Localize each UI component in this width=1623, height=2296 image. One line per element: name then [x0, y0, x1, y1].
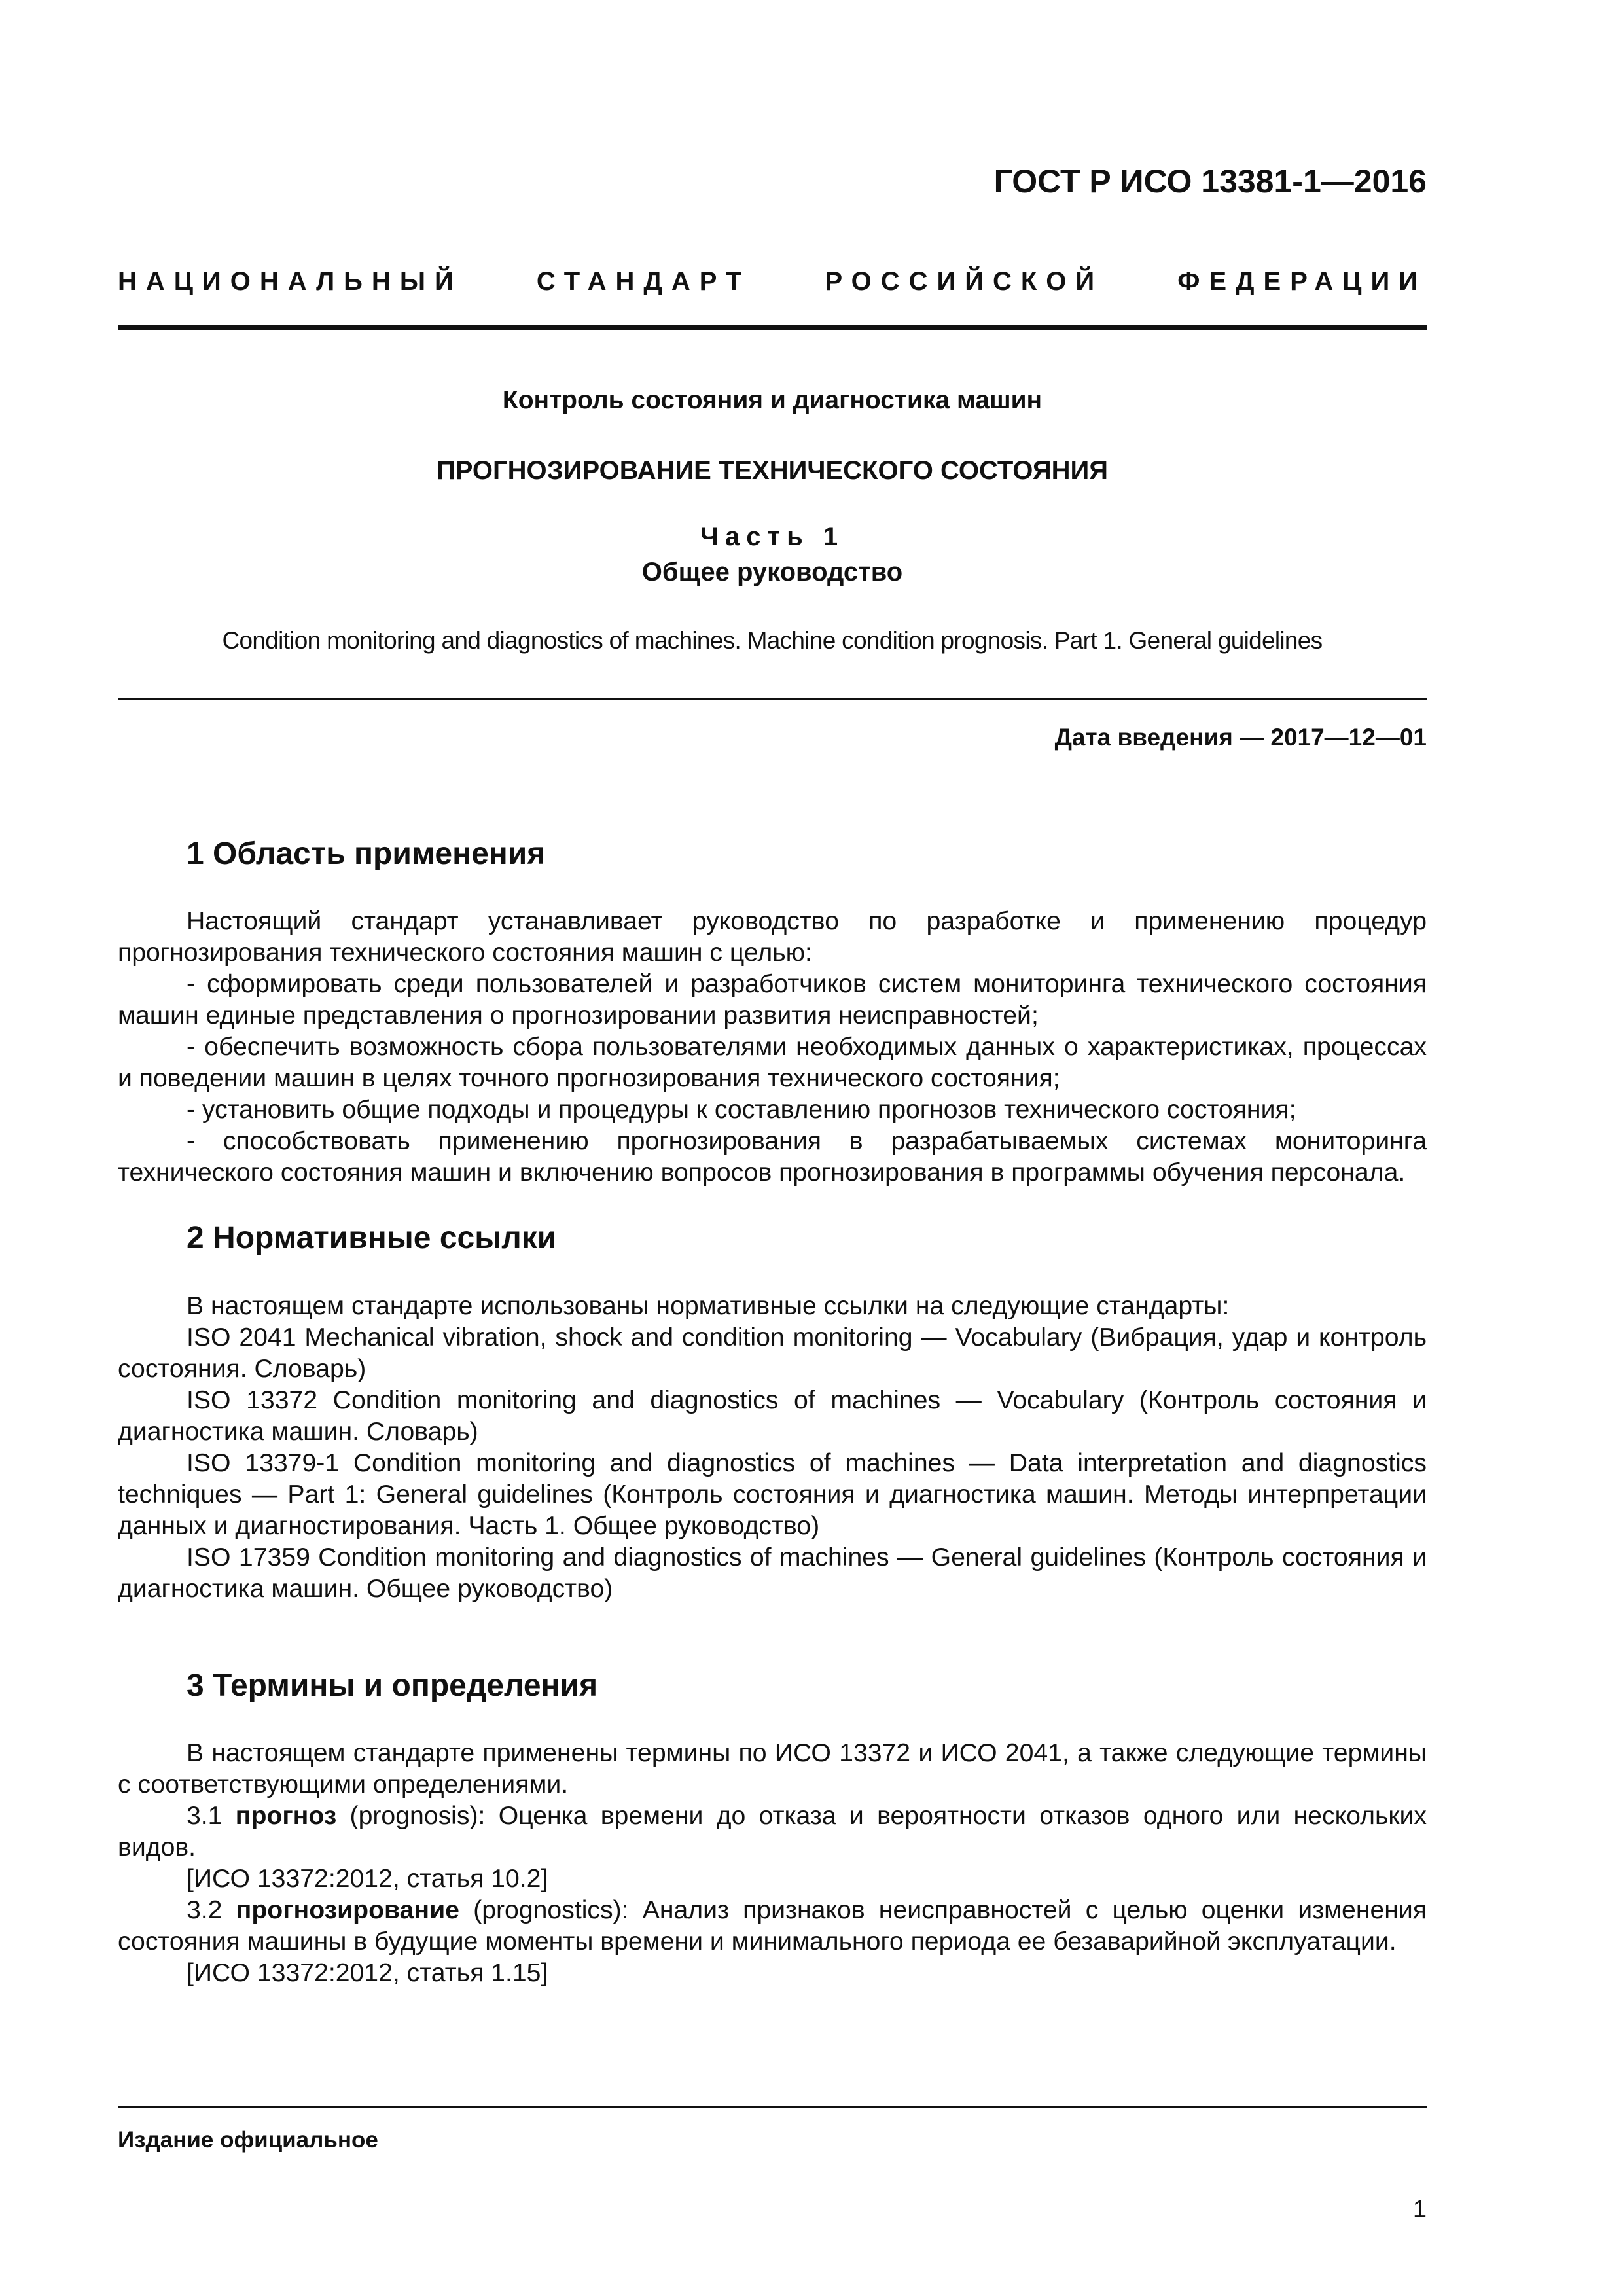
section-2-body	[118, 1291, 1427, 1605]
term-number: 3.1	[187, 1802, 223, 1830]
introduction-date: Дата введения — 2017—12—01	[1054, 724, 1427, 751]
reference-item: ISO 2041 Mechanical vibration, shock and condition monitoring — Vocabulary (Вибрация, удар и контроль состояния. Словарь)	[118, 1323, 1427, 1383]
list-item: - установить общие подходы и процедуры к составлению прогнозов технического состояния;	[187, 1096, 1296, 1124]
list-item: - сформировать среди пользователей и разработчиков систем мониторинга технического состояния машин единые представления о прогнозировании развития неисправностей;	[118, 970, 1427, 1030]
national-standard-heading: НАЦИОНАЛЬНЫЙ СТАНДАРТ РОССИЙСКОЙ ФЕДЕРАЦИИ	[118, 267, 1427, 296]
paragraph: В настоящем стандарте использованы нормативные ссылки на следующие стандарты:	[187, 1292, 1230, 1320]
list-item: - обеспечить возможность сбора пользователями необходимых данных о характеристиках, процессах и поведении машин в целях точного прогнозирования технического состояния;	[118, 1033, 1427, 1092]
term-source: [ИСО 13372:2012, статья 1.15]	[187, 1959, 548, 1987]
standard-topic: Контроль состояния и диагностика машин	[502, 386, 1043, 414]
standard-title: ПРОГНОЗИРОВАНИЕ ТЕХНИЧЕСКОГО СОСТОЯНИЯ	[436, 456, 1109, 485]
edition-note: Издание официальное	[118, 2127, 378, 2153]
term-name: прогнозирование	[236, 1896, 459, 1924]
part-label: Часть 1	[700, 522, 845, 551]
title-divider	[118, 698, 1427, 700]
reference-item: ISO 17359 Condition monitoring and diagnostics of machines — General guidelines (Контроль состояния и диагностика машин. Общее руководство)	[118, 1543, 1427, 1603]
list-item: - способствовать применению прогнозирования в разрабатываемых системах мониторинга технического состояния машин и включению вопросов прогнозирования в программы обучения персонала.	[118, 1127, 1427, 1187]
term-definition: (prognosis): Оценка времени до отказа и вероятности отказов одного или нескольких видов.	[118, 1802, 1427, 1861]
english-title: Condition monitoring and diagnostics of machines. Machine condition prognosis. Part 1. General guidelines	[222, 627, 1323, 654]
paragraph: Настоящий стандарт устанавливает руководство по разработке и применению процедур прогнозирования технического состояния машин с целью:	[118, 907, 1427, 967]
section-3-heading: 3 Термины и определения	[187, 1668, 598, 1703]
section-1-heading: 1 Область применения	[187, 836, 546, 871]
section-2-heading: 2 Нормативные ссылки	[187, 1221, 557, 1255]
section-3-body	[118, 1738, 1427, 1989]
term-source: [ИСО 13372:2012, статья 10.2]	[187, 1865, 548, 1893]
term-name: прогноз	[235, 1802, 337, 1830]
document-code: ГОСТ Р ИСО 13381-1—2016	[993, 163, 1427, 200]
term-definition: (prognostics): Анализ признаков неисправностей с целью оценки изменения состояния машины в будущие моменты времени и минимального периода ее безаварийной эксплуатации.	[118, 1896, 1427, 1956]
reference-item: ISO 13372 Condition monitoring and diagnostics of machines — Vocabulary (Контроль состояния и диагностика машин. Словарь)	[118, 1386, 1427, 1446]
term-entry	[118, 1801, 1427, 1863]
term-entry	[118, 1895, 1427, 1958]
paragraph: В настоящем стандарте применены термины по ИСО 13372 и ИСО 2041, а также следующие термины с соответствующими определениями.	[118, 1739, 1427, 1799]
section-1-body	[118, 906, 1427, 1189]
footer-divider	[118, 2106, 1427, 2108]
term-number: 3.2	[187, 1896, 223, 1924]
part-subtitle: Общее руководство	[641, 558, 903, 586]
page-number: 1	[1412, 2196, 1427, 2223]
reference-item: ISO 13379-1 Condition monitoring and diagnostics of machines — Data interpretation and diagnostics techniques — Part 1: General guidelines (Контроль состояния и диагностика машин. Методы интерпретации данных и диагностирования. Часть 1. Общее руководство)	[118, 1449, 1427, 1540]
header-divider	[118, 325, 1427, 330]
